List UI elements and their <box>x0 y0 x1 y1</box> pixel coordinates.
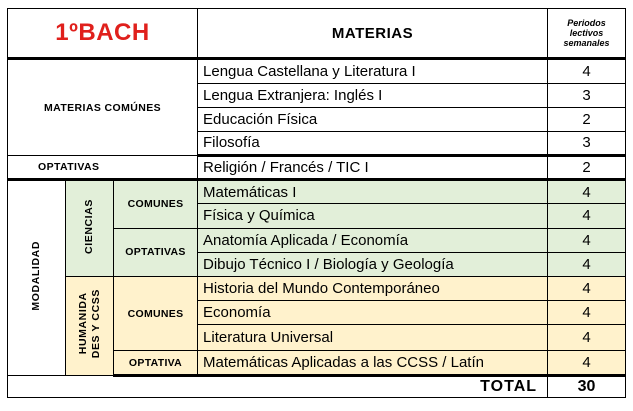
periods-cell: 2 <box>548 156 626 180</box>
subject-cell: Economía <box>198 301 548 325</box>
periods-cell: 4 <box>548 180 626 204</box>
subject-cell: Dibujo Técnico I / Biología y Geología <box>198 252 548 276</box>
periods-cell: 4 <box>548 228 626 252</box>
periods-header-line1: Periodos <box>567 18 606 29</box>
periods-cell: 4 <box>548 276 626 300</box>
modalidad-label <box>8 180 66 375</box>
humanidades-label <box>66 276 114 375</box>
periods-cell: 4 <box>548 204 626 228</box>
total-row <box>8 375 626 397</box>
humanidades-optativa-label: OPTATIVA <box>114 351 198 375</box>
subject-cell: Anatomía Aplicada / Economía <box>198 228 548 252</box>
table-row <box>8 59 626 83</box>
total-label: TOTAL <box>8 375 548 397</box>
optativas-label: OPTATIVAS <box>8 156 198 180</box>
subject-cell: Física y Química <box>198 204 548 228</box>
table-row <box>8 180 626 204</box>
ciencias-text: CIENCIAS <box>83 198 95 254</box>
schedule-table <box>7 8 626 398</box>
periods-cell: 4 <box>548 59 626 83</box>
subject-cell: Lengua Extranjera: Inglés I <box>198 83 548 107</box>
subject-cell: Historia del Mundo Contemporáneo <box>198 276 548 300</box>
ciencias-optativas-label: OPTATIVAS <box>114 228 198 276</box>
total-value: 30 <box>548 375 626 397</box>
humanidades-text: HUMANIDA DES Y CCSS <box>76 288 102 358</box>
subject-cell: Matemáticas Aplicadas a las CCSS / Latín <box>198 351 548 375</box>
periods-cell: 4 <box>548 252 626 276</box>
periods-header-line2: lectivos <box>569 28 604 39</box>
periods-cell: 4 <box>548 325 626 351</box>
periods-cell: 3 <box>548 83 626 107</box>
periods-cell: 4 <box>548 301 626 325</box>
subject-cell: Filosofía <box>198 131 548 155</box>
periods-cell: 4 <box>548 351 626 375</box>
periods-header <box>548 9 626 59</box>
ciencias-comunes-label: COMUNES <box>114 180 198 228</box>
materias-comunes-label: MATERIAS COMÚNES <box>8 59 198 156</box>
subject-cell: Literatura Universal <box>198 325 548 351</box>
course-title: 1ºBACH <box>8 9 198 59</box>
periods-cell: 2 <box>548 107 626 131</box>
subject-cell: Religión / Francés / TIC I <box>198 156 548 180</box>
table-row <box>8 156 626 180</box>
materias-header: MATERIAS <box>198 9 548 59</box>
periods-cell: 3 <box>548 131 626 155</box>
periods-header-line3: semanales <box>563 38 610 49</box>
ciencias-label <box>66 180 114 277</box>
subject-cell: Lengua Castellana y Literatura I <box>198 59 548 83</box>
humanidades-comunes-label: COMUNES <box>114 276 198 351</box>
subject-cell: Educación Física <box>198 107 548 131</box>
subject-cell: Matemáticas I <box>198 180 548 204</box>
header-row <box>8 9 626 59</box>
modalidad-text: MODALIDAD <box>30 240 42 311</box>
table-row <box>8 276 626 300</box>
